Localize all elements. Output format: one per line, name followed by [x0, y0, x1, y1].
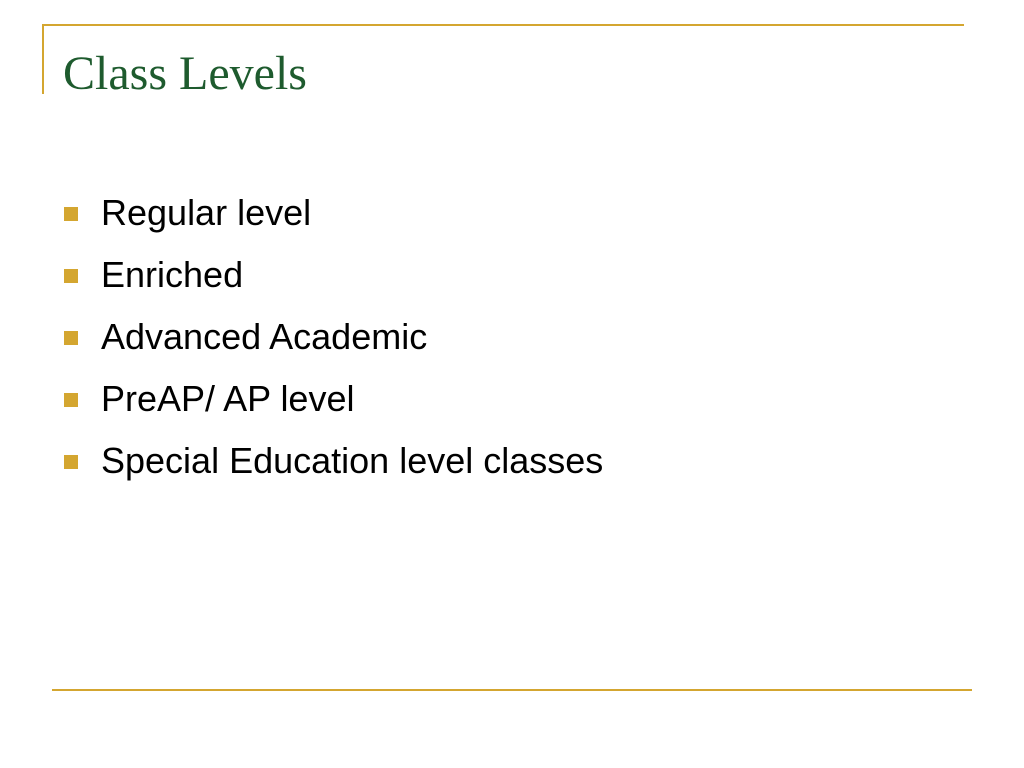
bullet-list	[64, 189, 603, 499]
slide-title: Class Levels	[63, 47, 307, 100]
bullet-item	[64, 189, 603, 251]
square-bullet-icon	[64, 331, 78, 345]
bullet-item	[64, 251, 603, 313]
bullet-item	[64, 375, 603, 437]
square-bullet-icon	[64, 269, 78, 283]
square-bullet-icon	[64, 393, 78, 407]
square-bullet-icon	[64, 207, 78, 221]
title-frame-left-line	[42, 24, 44, 94]
bullet-text: Advanced Academic	[101, 316, 428, 357]
bullet-text: Regular level	[101, 192, 312, 233]
footer-rule	[52, 689, 972, 691]
bullet-text: PreAP/ AP level	[101, 378, 355, 419]
bullet-text: Special Education level classes	[101, 440, 604, 481]
bullet-item	[64, 313, 603, 375]
bullet-item	[64, 437, 603, 499]
bullet-text: Enriched	[101, 254, 244, 295]
square-bullet-icon	[64, 455, 78, 469]
title-frame-top-line	[42, 24, 964, 26]
